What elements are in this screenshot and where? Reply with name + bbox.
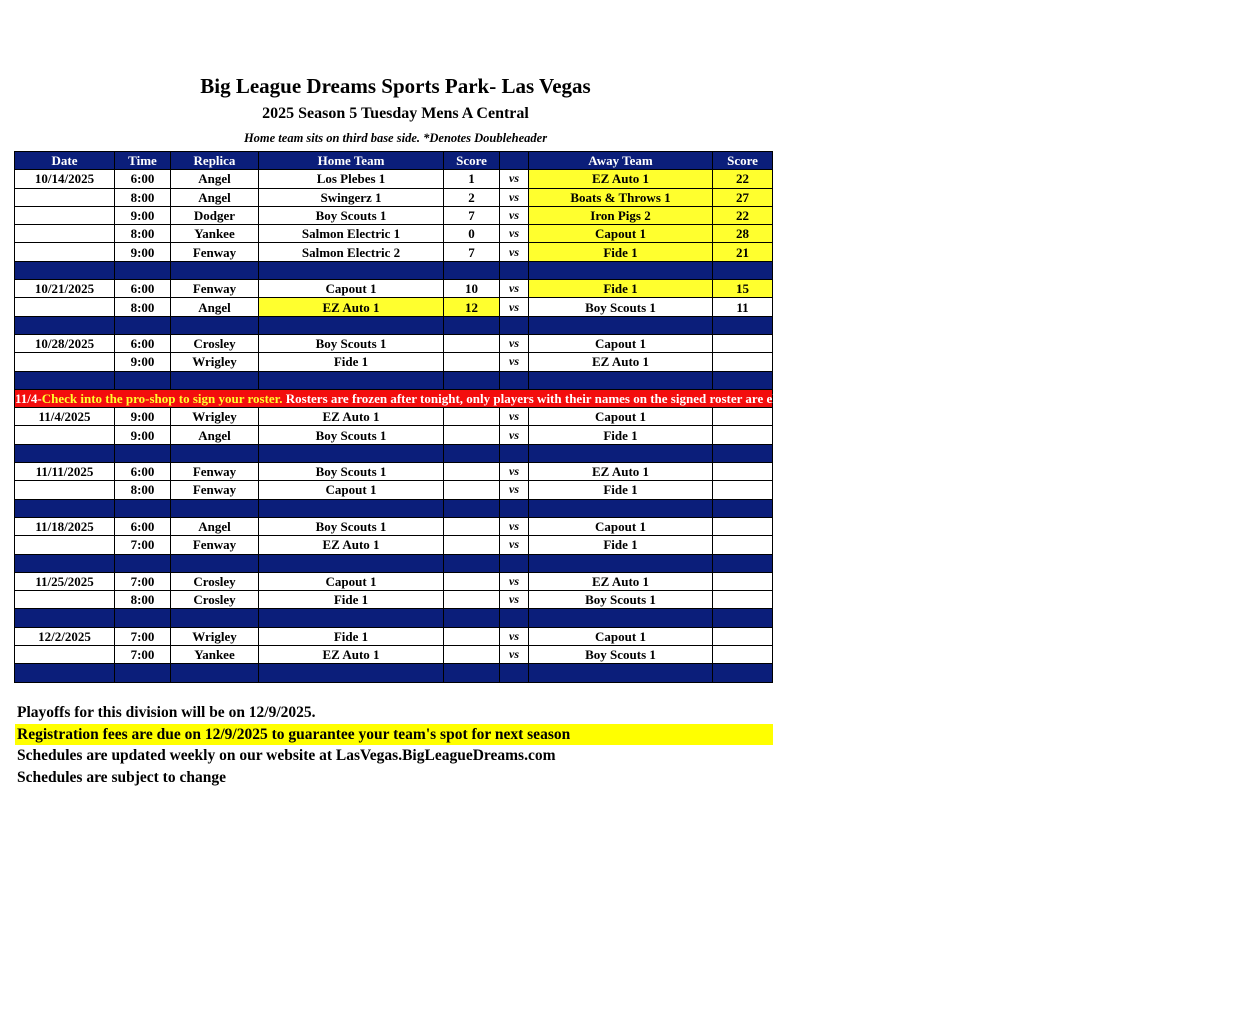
col-header-time: Time xyxy=(115,152,171,170)
home-score: 7 xyxy=(444,243,500,261)
page-title: Big League Dreams Sports Park- Las Vegas xyxy=(200,74,591,98)
away-score xyxy=(713,334,773,352)
separator-cell xyxy=(171,261,259,279)
home-score xyxy=(444,334,500,352)
playoffs-note: Playoffs for this division will be on 12/9/2025. xyxy=(17,704,316,721)
separator-cell xyxy=(15,664,115,682)
home-team: Boy Scouts 1 xyxy=(259,206,444,224)
game-date: 11/11/2025 xyxy=(15,463,115,481)
separator-cell xyxy=(500,664,529,682)
away-score: 28 xyxy=(713,225,773,243)
home-team: Capout 1 xyxy=(259,280,444,298)
game-date: 11/25/2025 xyxy=(15,572,115,590)
home-score: 2 xyxy=(444,188,500,206)
col-header-home-team: Home Team xyxy=(259,152,444,170)
game-time: 6:00 xyxy=(115,517,171,535)
home-score xyxy=(444,591,500,609)
game-time: 9:00 xyxy=(115,353,171,371)
game-time: 6:00 xyxy=(115,170,171,188)
separator-cell xyxy=(259,261,444,279)
home-score xyxy=(444,646,500,664)
away-score xyxy=(713,572,773,590)
vs-label: vs xyxy=(500,426,529,444)
vs-label: vs xyxy=(500,206,529,224)
separator-cell xyxy=(529,664,713,682)
home-team: Boy Scouts 1 xyxy=(259,517,444,535)
game-time: 9:00 xyxy=(115,206,171,224)
vs-label: vs xyxy=(500,463,529,481)
away-score xyxy=(713,463,773,481)
separator-cell xyxy=(529,444,713,462)
game-row xyxy=(15,280,773,298)
home-score xyxy=(444,463,500,481)
separator-cell xyxy=(171,316,259,334)
vs-label: vs xyxy=(500,408,529,426)
replica-field: Crosley xyxy=(171,572,259,590)
away-team: Capout 1 xyxy=(529,225,713,243)
week-separator-row xyxy=(15,554,773,572)
game-row xyxy=(15,408,773,426)
schedule-body xyxy=(15,170,1238,682)
game-row xyxy=(15,206,773,224)
game-time: 9:00 xyxy=(115,243,171,261)
away-score: 11 xyxy=(713,298,773,316)
game-row xyxy=(15,572,773,590)
separator-cell xyxy=(259,609,444,627)
vs-label: vs xyxy=(500,517,529,535)
game-date xyxy=(15,206,115,224)
away-team: Boats & Throws 1 xyxy=(529,188,713,206)
week-separator-row xyxy=(15,499,773,517)
game-date xyxy=(15,298,115,316)
away-score xyxy=(713,353,773,371)
replica-field: Wrigley xyxy=(171,627,259,645)
game-time: 7:00 xyxy=(115,536,171,554)
replica-field: Fenway xyxy=(171,463,259,481)
home-score xyxy=(444,627,500,645)
separator-cell xyxy=(15,554,115,572)
away-score xyxy=(713,426,773,444)
game-date xyxy=(15,481,115,499)
separator-cell xyxy=(444,316,500,334)
game-date: 10/28/2025 xyxy=(15,334,115,352)
game-time: 8:00 xyxy=(115,591,171,609)
away-team: Capout 1 xyxy=(529,517,713,535)
away-team: EZ Auto 1 xyxy=(529,572,713,590)
separator-cell xyxy=(115,499,171,517)
home-score xyxy=(444,353,500,371)
replica-field: Angel xyxy=(171,188,259,206)
home-score: 0 xyxy=(444,225,500,243)
col-header-away-team: Away Team xyxy=(529,152,713,170)
replica-field: Crosley xyxy=(171,591,259,609)
separator-cell xyxy=(500,499,529,517)
game-date xyxy=(15,243,115,261)
separator-cell xyxy=(500,554,529,572)
separator-cell xyxy=(529,499,713,517)
away-score: 22 xyxy=(713,170,773,188)
vs-label: vs xyxy=(500,646,529,664)
separator-cell xyxy=(115,316,171,334)
game-date: 11/18/2025 xyxy=(15,517,115,535)
away-score: 22 xyxy=(713,206,773,224)
home-score: 1 xyxy=(444,170,500,188)
game-time: 7:00 xyxy=(115,627,171,645)
game-date: 12/2/2025 xyxy=(15,627,115,645)
separator-cell xyxy=(259,371,444,389)
game-date xyxy=(15,591,115,609)
game-date xyxy=(15,426,115,444)
home-team: Boy Scouts 1 xyxy=(259,463,444,481)
away-team: Boy Scouts 1 xyxy=(529,646,713,664)
registration-note: Registration fees are due on 12/9/2025 to guarantee your team's spot for next season xyxy=(15,724,773,745)
separator-cell xyxy=(500,261,529,279)
game-date xyxy=(15,225,115,243)
game-row xyxy=(15,334,773,352)
separator-cell xyxy=(259,444,444,462)
replica-field: Fenway xyxy=(171,280,259,298)
home-team: Los Plebes 1 xyxy=(259,170,444,188)
separator-cell xyxy=(115,554,171,572)
separator-cell xyxy=(713,261,773,279)
home-team: EZ Auto 1 xyxy=(259,298,444,316)
replica-field: Fenway xyxy=(171,481,259,499)
game-date xyxy=(15,536,115,554)
replica-field: Crosley xyxy=(171,334,259,352)
home-team: Swingerz 1 xyxy=(259,188,444,206)
separator-cell xyxy=(15,261,115,279)
home-score xyxy=(444,426,500,444)
separator-cell xyxy=(444,371,500,389)
separator-cell xyxy=(713,371,773,389)
separator-cell xyxy=(115,261,171,279)
game-date: 11/4/2025 xyxy=(15,408,115,426)
separator-cell xyxy=(713,609,773,627)
separator-cell xyxy=(444,444,500,462)
game-time: 6:00 xyxy=(115,334,171,352)
home-score xyxy=(444,481,500,499)
game-row xyxy=(15,225,773,243)
game-date xyxy=(15,353,115,371)
vs-label: vs xyxy=(500,280,529,298)
vs-label: vs xyxy=(500,188,529,206)
home-score xyxy=(444,408,500,426)
home-team: Capout 1 xyxy=(259,481,444,499)
separator-cell xyxy=(259,554,444,572)
separator-cell xyxy=(15,444,115,462)
separator-cell xyxy=(444,554,500,572)
home-team: EZ Auto 1 xyxy=(259,646,444,664)
week-separator-row xyxy=(15,261,773,279)
away-team: Boy Scouts 1 xyxy=(529,298,713,316)
separator-cell xyxy=(713,316,773,334)
separator-cell xyxy=(500,609,529,627)
separator-cell xyxy=(115,609,171,627)
game-time: 6:00 xyxy=(115,280,171,298)
game-time: 9:00 xyxy=(115,408,171,426)
separator-cell xyxy=(713,499,773,517)
separator-cell xyxy=(15,371,115,389)
separator-cell xyxy=(444,261,500,279)
notice-lead: 11/4- xyxy=(15,391,42,406)
separator-cell xyxy=(713,554,773,572)
vs-label: vs xyxy=(500,334,529,352)
separator-cell xyxy=(529,609,713,627)
separator-cell xyxy=(115,444,171,462)
notice-text: Rosters are frozen after tonight, only players with their names on the signed roster are eligible for playoffs. Please check carefully as changes will not be made for omissions. xyxy=(282,391,1238,406)
separator-cell xyxy=(529,261,713,279)
away-team: Fide 1 xyxy=(529,481,713,499)
home-team: Fide 1 xyxy=(259,591,444,609)
game-row xyxy=(15,646,773,664)
home-team: Fide 1 xyxy=(259,353,444,371)
vs-label: vs xyxy=(500,225,529,243)
replica-field: Yankee xyxy=(171,646,259,664)
vs-label: vs xyxy=(500,572,529,590)
website-note: Schedules are updated weekly on our website at LasVegas.BigLeagueDreams.com xyxy=(17,747,556,764)
col-header-away-score: Score xyxy=(713,152,773,170)
game-row xyxy=(15,188,773,206)
away-score: 21 xyxy=(713,243,773,261)
separator-cell xyxy=(259,499,444,517)
away-score xyxy=(713,591,773,609)
col-header-replica: Replica xyxy=(171,152,259,170)
away-team: EZ Auto 1 xyxy=(529,463,713,481)
game-time: 7:00 xyxy=(115,572,171,590)
game-time: 8:00 xyxy=(115,481,171,499)
separator-cell xyxy=(171,609,259,627)
game-date xyxy=(15,646,115,664)
game-row xyxy=(15,536,773,554)
separator-cell xyxy=(529,554,713,572)
separator-cell xyxy=(444,609,500,627)
game-row xyxy=(15,298,773,316)
game-row xyxy=(15,426,773,444)
separator-cell xyxy=(15,609,115,627)
separator-cell xyxy=(500,371,529,389)
game-row xyxy=(15,481,773,499)
home-team: Boy Scouts 1 xyxy=(259,334,444,352)
away-score xyxy=(713,536,773,554)
away-team: EZ Auto 1 xyxy=(529,353,713,371)
separator-cell xyxy=(171,554,259,572)
replica-field: Angel xyxy=(171,426,259,444)
separator-cell xyxy=(171,371,259,389)
separator-cell xyxy=(259,316,444,334)
separator-cell xyxy=(115,664,171,682)
separator-cell xyxy=(171,444,259,462)
replica-field: Fenway xyxy=(171,243,259,261)
game-time: 6:00 xyxy=(115,463,171,481)
vs-label: vs xyxy=(500,298,529,316)
away-score xyxy=(713,481,773,499)
week-separator-row xyxy=(15,316,773,334)
away-score xyxy=(713,627,773,645)
home-score xyxy=(444,517,500,535)
game-time: 7:00 xyxy=(115,646,171,664)
separator-cell xyxy=(444,664,500,682)
away-team: Fide 1 xyxy=(529,536,713,554)
col-header-home-score: Score xyxy=(444,152,500,170)
away-team: Capout 1 xyxy=(529,627,713,645)
separator-cell xyxy=(529,316,713,334)
home-score: 7 xyxy=(444,206,500,224)
separator-cell xyxy=(15,316,115,334)
game-row xyxy=(15,517,773,535)
away-team: EZ Auto 1 xyxy=(529,170,713,188)
separator-cell xyxy=(444,499,500,517)
home-score: 12 xyxy=(444,298,500,316)
separator-cell xyxy=(15,499,115,517)
vs-label: vs xyxy=(500,481,529,499)
notice-highlight: Check into the pro-shop to sign your roster. xyxy=(41,391,283,406)
game-row xyxy=(15,463,773,481)
roster-notice xyxy=(15,389,1238,407)
game-time: 8:00 xyxy=(115,188,171,206)
away-score xyxy=(713,517,773,535)
home-team: Fide 1 xyxy=(259,627,444,645)
replica-field: Fenway xyxy=(171,536,259,554)
week-separator-row xyxy=(15,444,773,462)
vs-label: vs xyxy=(500,627,529,645)
away-score xyxy=(713,646,773,664)
separator-cell xyxy=(500,316,529,334)
away-team: Fide 1 xyxy=(529,280,713,298)
away-team: Iron Pigs 2 xyxy=(529,206,713,224)
replica-field: Angel xyxy=(171,298,259,316)
week-separator-row xyxy=(15,664,773,682)
game-row xyxy=(15,243,773,261)
game-row xyxy=(15,353,773,371)
game-time: 8:00 xyxy=(115,225,171,243)
game-row xyxy=(15,591,773,609)
separator-cell xyxy=(171,664,259,682)
week-separator-row xyxy=(15,371,773,389)
col-header-date: Date xyxy=(15,152,115,170)
schedule-note: Home team sits on third base side. *Denotes Doubleheader xyxy=(243,131,548,145)
game-time: 9:00 xyxy=(115,426,171,444)
away-team: Capout 1 xyxy=(529,334,713,352)
roster-notice-row xyxy=(15,389,773,407)
away-team: Fide 1 xyxy=(529,243,713,261)
away-team: Boy Scouts 1 xyxy=(529,591,713,609)
away-score: 15 xyxy=(713,280,773,298)
game-date xyxy=(15,188,115,206)
game-row xyxy=(15,170,773,188)
separator-cell xyxy=(171,499,259,517)
subject-to-change-note: Schedules are subject to change xyxy=(17,769,226,786)
season-subtitle: 2025 Season 5 Tuesday Mens A Central xyxy=(262,105,529,122)
replica-field: Yankee xyxy=(171,225,259,243)
home-team: EZ Auto 1 xyxy=(259,408,444,426)
game-time: 8:00 xyxy=(115,298,171,316)
vs-label: vs xyxy=(500,591,529,609)
away-team: Capout 1 xyxy=(529,408,713,426)
vs-label: vs xyxy=(500,170,529,188)
replica-field: Dodger xyxy=(171,206,259,224)
col-header-vs xyxy=(500,152,529,170)
replica-field: Wrigley xyxy=(171,353,259,371)
schedule-table xyxy=(14,151,1238,683)
game-date: 10/21/2025 xyxy=(15,280,115,298)
vs-label: vs xyxy=(500,353,529,371)
game-date: 10/14/2025 xyxy=(15,170,115,188)
table-header-row xyxy=(15,152,773,170)
separator-cell xyxy=(115,371,171,389)
away-team: Fide 1 xyxy=(529,426,713,444)
separator-cell xyxy=(713,664,773,682)
replica-field: Angel xyxy=(171,170,259,188)
home-team: Capout 1 xyxy=(259,572,444,590)
separator-cell xyxy=(529,371,713,389)
separator-cell xyxy=(713,444,773,462)
week-separator-row xyxy=(15,609,773,627)
home-score: 10 xyxy=(444,280,500,298)
home-team: Boy Scouts 1 xyxy=(259,426,444,444)
home-team: EZ Auto 1 xyxy=(259,536,444,554)
away-score: 27 xyxy=(713,188,773,206)
home-team: Salmon Electric 2 xyxy=(259,243,444,261)
separator-cell xyxy=(500,444,529,462)
vs-label: vs xyxy=(500,243,529,261)
replica-field: Wrigley xyxy=(171,408,259,426)
home-team: Salmon Electric 1 xyxy=(259,225,444,243)
game-row xyxy=(15,627,773,645)
home-score xyxy=(444,536,500,554)
replica-field: Angel xyxy=(171,517,259,535)
home-score xyxy=(444,572,500,590)
away-score xyxy=(713,408,773,426)
separator-cell xyxy=(259,664,444,682)
vs-label: vs xyxy=(500,536,529,554)
